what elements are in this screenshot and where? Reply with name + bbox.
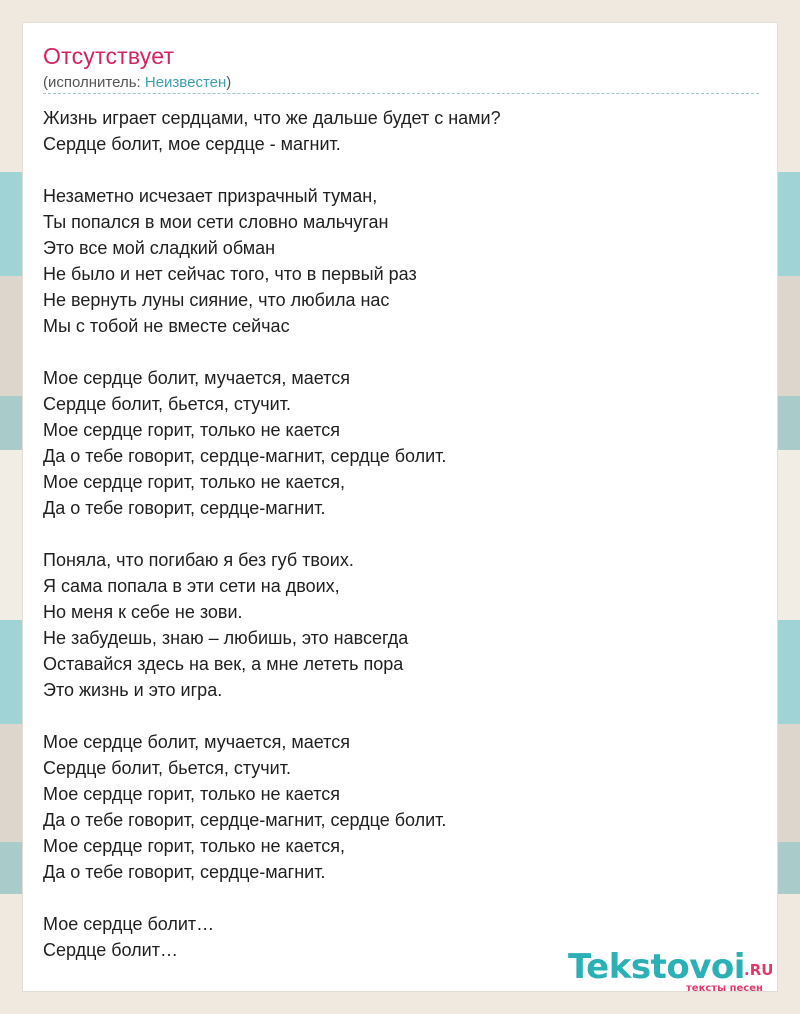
lyric-line: Не было и нет сейчас того, что в первый раз: [43, 264, 417, 284]
artist-suffix: ): [226, 74, 232, 91]
artist-prefix: (исполнитель:: [43, 74, 145, 91]
lyric-line: Мое сердце горит, только не кается: [43, 784, 341, 804]
artist-link[interactable]: Неизвестен: [144, 74, 227, 91]
lyric-line: Сердце болит, мое сердце - магнит.: [43, 134, 341, 154]
header-divider: [43, 93, 759, 94]
lyric-line: Мы с тобой не вместе сейчас: [43, 316, 290, 336]
artist-line: [43, 74, 231, 91]
lyric-line: Не забудешь, знаю – любишь, это навсегда: [43, 628, 409, 648]
lyric-line: Жизнь играет сердцами, что же дальше будет с нами?: [43, 108, 501, 128]
lyric-line: Мое сердце горит, только не кается: [43, 420, 341, 440]
lyric-line: Это все мой сладкий обман: [43, 238, 276, 258]
site-logo[interactable]: [568, 947, 778, 997]
lyric-line: Да о тебе говорит, сердце-магнит, сердце болит.: [43, 446, 447, 466]
lyric-line: Незаметно исчезает призрачный туман,: [43, 186, 378, 206]
lyric-line: Поняла, что погибаю я без губ твоих.: [43, 550, 354, 570]
lyric-line: Да о тебе говорит, сердце-магнит, сердце болит.: [43, 810, 447, 830]
lyric-line: Сердце болит, бьется, стучит.: [43, 394, 291, 414]
stanza-gap: [43, 521, 759, 547]
logo-tagline: тексты песен: [686, 983, 763, 994]
lyrics-text: [43, 105, 759, 963]
logo-domain: .RU: [744, 961, 774, 979]
lyric-line: Не вернуть луны сияние, что любила нас: [43, 290, 390, 310]
lyric-line: Оставайся здесь на век, а мне лететь пора: [43, 654, 404, 674]
lyric-line: Мое сердце болит…: [43, 914, 215, 934]
stanza-gap: [43, 703, 759, 729]
lyric-line: Это жизнь и это игра.: [43, 680, 223, 700]
lyric-line: Сердце болит…: [43, 940, 178, 960]
lyric-line: Мое сердце болит, мучается, мается: [43, 732, 350, 752]
lyric-line: Мое сердце горит, только не кается,: [43, 836, 346, 856]
lyric-line: Но меня к себе не зови.: [43, 602, 243, 622]
stanza-gap: [43, 885, 759, 911]
lyric-line: Да о тебе говорит, сердце-магнит.: [43, 498, 326, 518]
lyrics-card: [22, 22, 778, 992]
logo-wordmark: Tekstovoi: [568, 947, 745, 987]
lyric-line: Ты попался в мои сети словно мальчуган: [43, 212, 389, 232]
stanza-gap: [43, 339, 759, 365]
lyric-line: Мое сердце болит, мучается, мается: [43, 368, 350, 388]
stanza-gap: [43, 157, 759, 183]
lyric-line: Сердце болит, бьется, стучит.: [43, 758, 291, 778]
song-title: Отсутствует: [43, 43, 175, 69]
lyric-line: Да о тебе говорит, сердце-магнит.: [43, 862, 326, 882]
lyric-line: Я сама попала в эти сети на двоих,: [43, 576, 340, 596]
lyric-line: Мое сердце горит, только не кается,: [43, 472, 346, 492]
